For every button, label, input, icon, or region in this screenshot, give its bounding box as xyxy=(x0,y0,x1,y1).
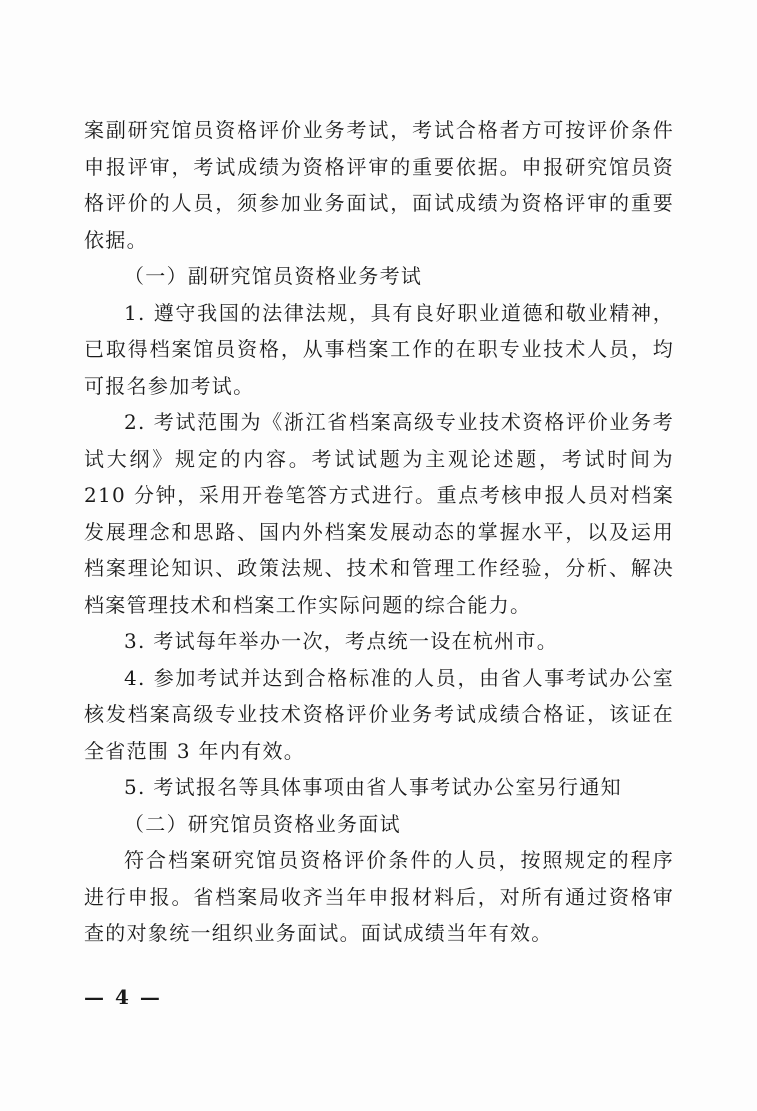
section-heading-1: （一）副研究馆员资格业务考试 xyxy=(124,264,423,288)
section-heading-2: （二）研究馆员资格业务面试 xyxy=(124,811,401,836)
paragraph-continuation: 案副研究馆员资格评价业务考试，考试合格者方可按评价条件申报评审，考试成绩为资格评审的重要依据。申报研究馆员资格评价的人员，须参加业务面试，面试成绩为资格评审的重要依据。 xyxy=(84,118,674,252)
paragraph-item-3: 3. 考试每年举办一次，考点统一设在杭州市。 xyxy=(124,629,559,653)
paragraph-item-4: 4. 参加考试并达到合格标准的人员，由省人事考试办公室核发档案高级专业技术资格评价业务考试成绩合格证，该证在全省范围 3 年内有效。 xyxy=(84,665,674,763)
paragraph-item-1: 1. 遵守我国的法律法规，具有良好职业道德和敬业精神，已取得档案馆员资格，从事档案工作的在职专业技术人员，均可报名参加考试。 xyxy=(84,300,674,398)
paragraph-item-2: 2. 考试范围为《浙江省档案高级专业技术资格评价业务考试大纲》规定的内容。考试试题为主观论述题，考试时间为 210 分钟，采用开卷笔答方式进行。重点考核申报人员对档案发展理念和思路、国内外档案发展动态的掌握水平，以及运用档案理论知识、政策法规、技术和管理工作经验，分析、解决档案管理技术和档案工作实际问题的综合能力。 xyxy=(84,410,674,617)
page-number: — 4 — xyxy=(84,985,162,1009)
paragraph-item-5: 5. 考试报名等具体事项由省人事考试办公室另行通知 xyxy=(124,775,622,799)
paragraph-interview: 符合档案研究馆员资格评价条件的人员，按照规定的程序进行申报。省档案局收齐当年申报材料后，对所有通过资格审查的对象统一组织业务面试。面试成绩当年有效。 xyxy=(84,848,674,945)
document-body xyxy=(84,112,674,952)
